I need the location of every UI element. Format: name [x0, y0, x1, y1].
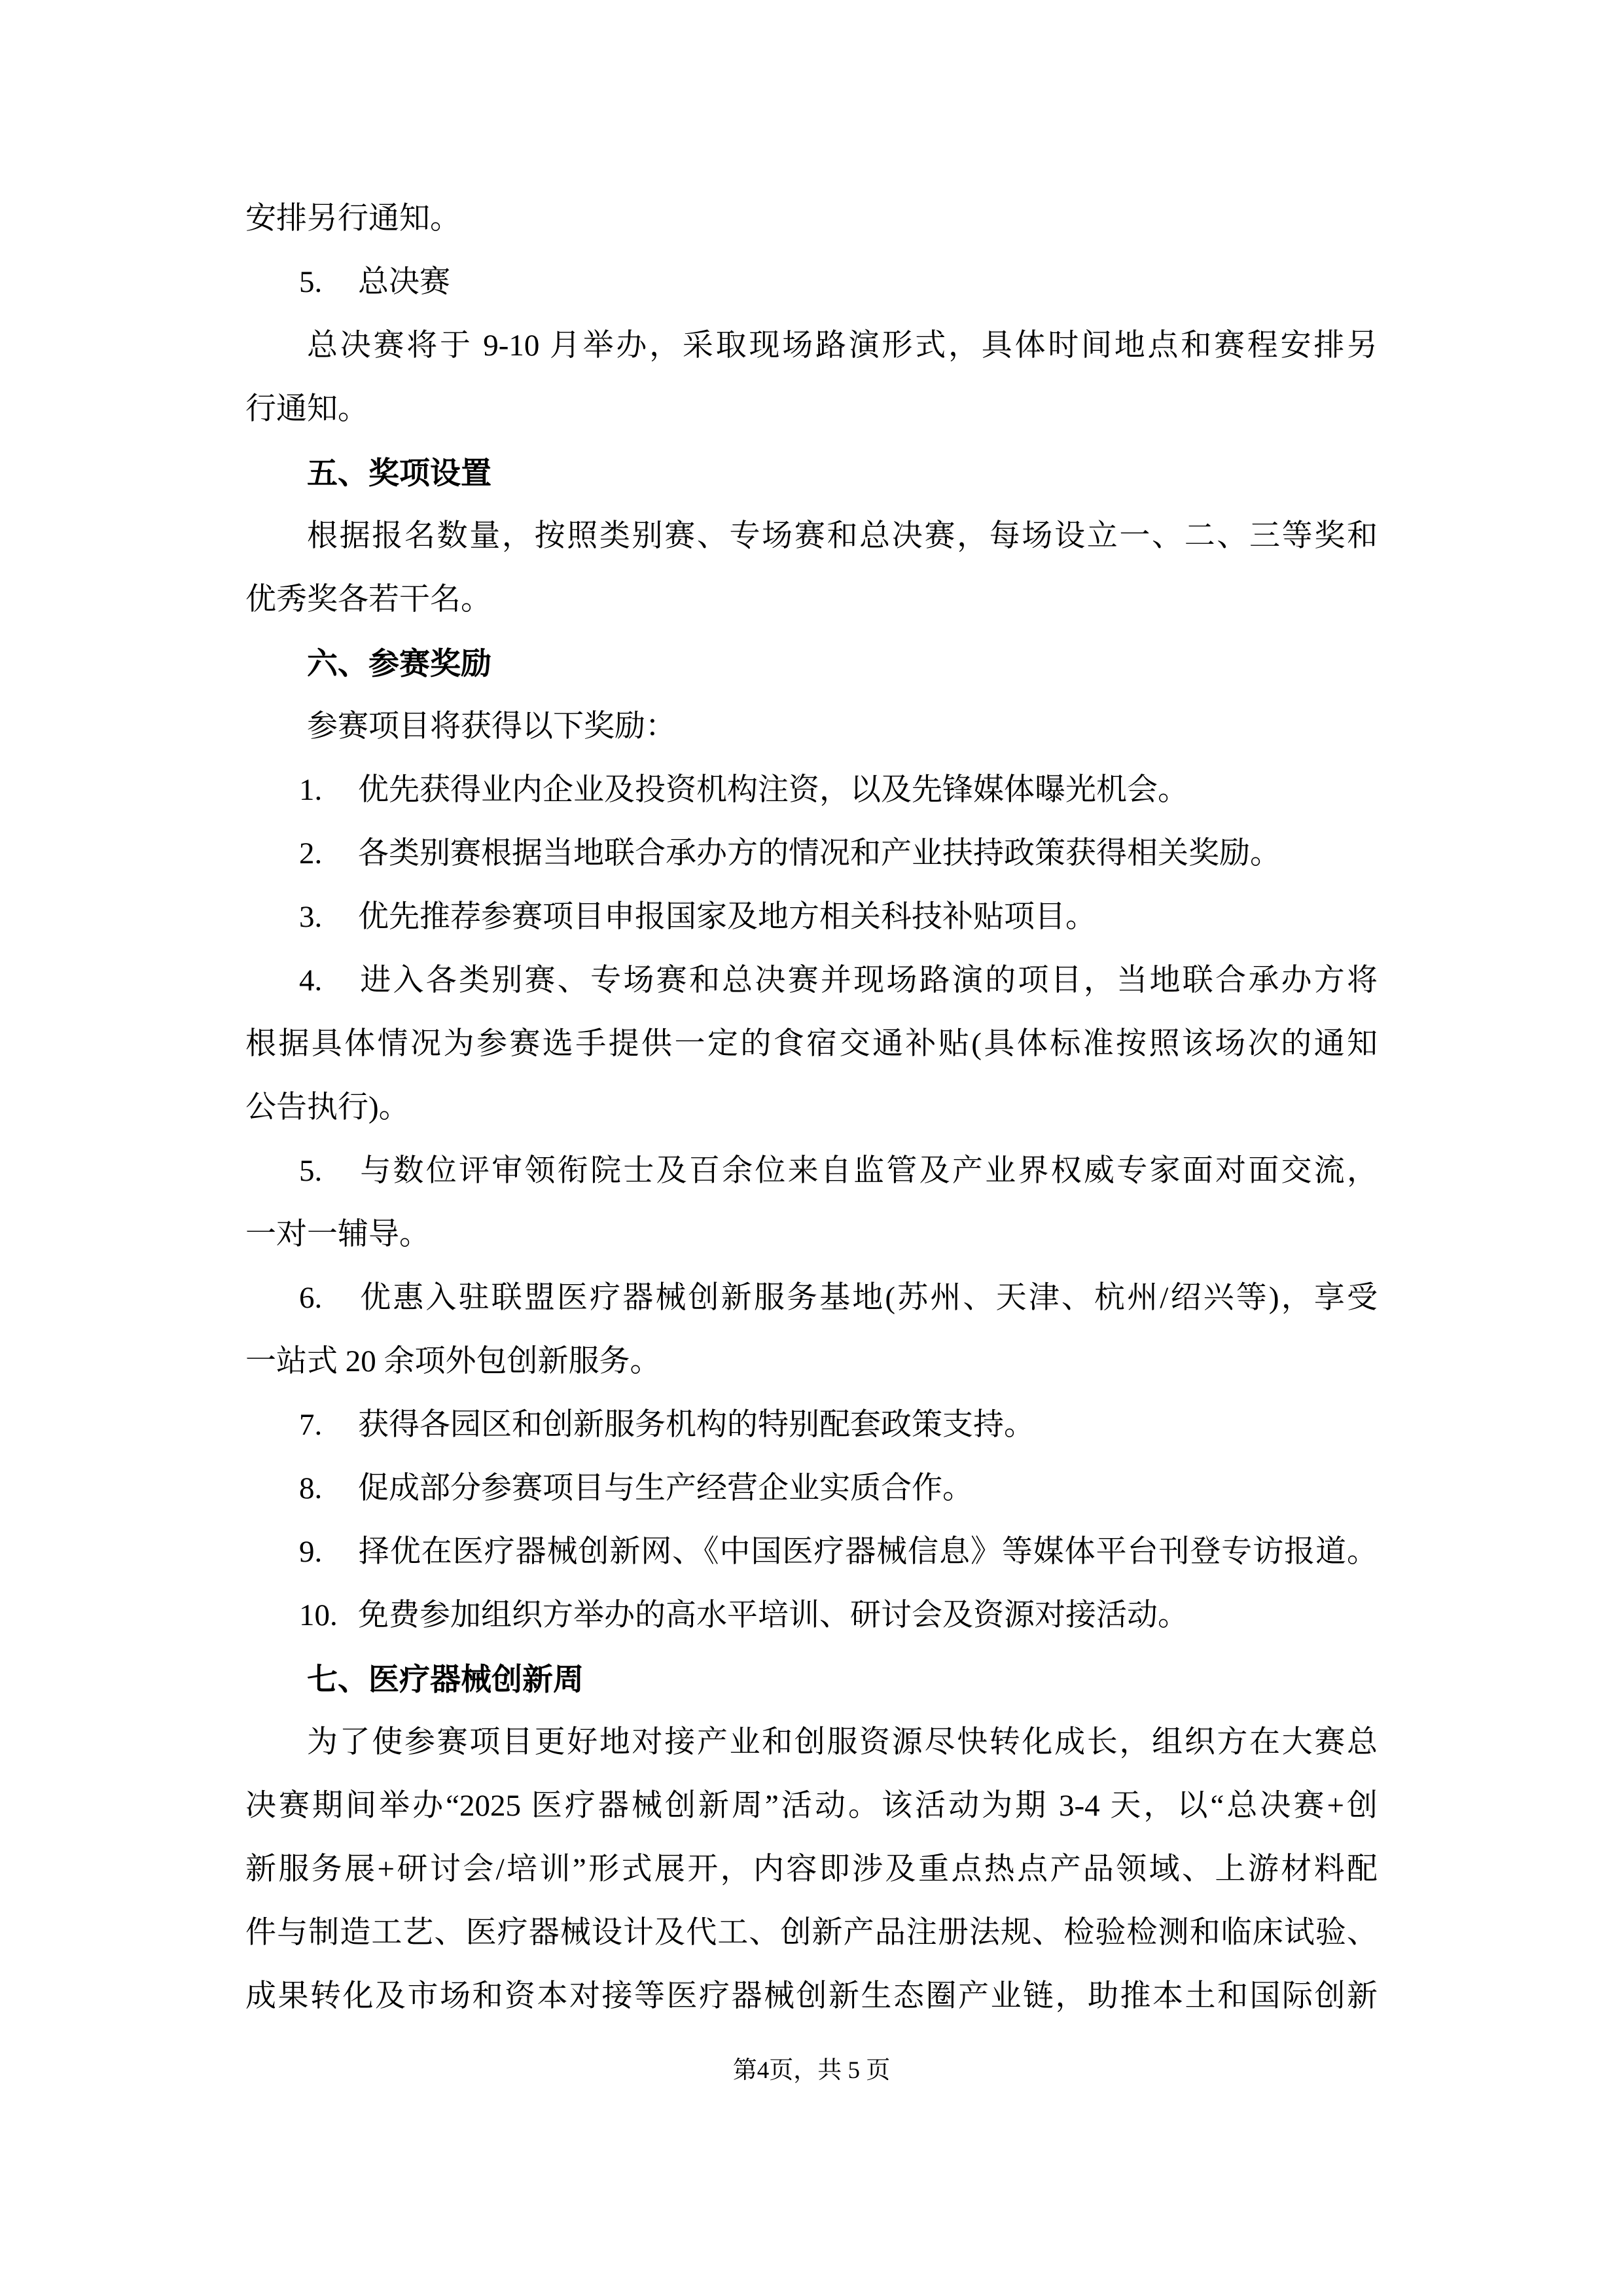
- list-number: 5.: [299, 1154, 323, 1188]
- list-number: 8.: [299, 1471, 323, 1505]
- paragraph-line: 总决赛将于 9-10 月举办，采取现场路演形式，具体时间地点和赛程安排另: [307, 329, 1378, 363]
- list-item-4: [245, 949, 1378, 1013]
- page-footer: 第4页，共 5 页: [732, 2057, 891, 2084]
- paragraph-line: 为了使参赛项目更好地对接产业和创服资源尽快转化成长，组织方在大赛总: [307, 1725, 1378, 1759]
- list-number: 7.: [299, 1408, 323, 1442]
- paragraph-line: 参赛项目将获得以下奖励：: [307, 709, 676, 744]
- list-item-5: [245, 1139, 1378, 1203]
- paragraph-line: 根据具体情况为参赛选手提供一定的食宿交通补贴(具体标准按照该场次的通知: [245, 1027, 1378, 1061]
- list-number: 10.: [299, 1598, 338, 1632]
- paragraph-line: 一站式 20 余项外包创新服务。: [245, 1344, 661, 1378]
- list-item-1: [245, 759, 1378, 822]
- paragraph-line: 根据报名数量，按照类别赛、专场赛和总决赛，每场设立一、二、三等奖和: [307, 519, 1378, 553]
- list-text: 与数位评审领衔院士及百余位来自监管及产业界权威专家面对面交流，: [358, 1154, 1378, 1188]
- section-heading-rewards: 六、参赛奖励: [307, 646, 491, 681]
- paragraph-line: 件与制造工艺、医疗器械设计及代工、创新产品注册法规、检验检测和临床试验、: [245, 1916, 1378, 1950]
- list-text: 促成部分参赛项目与生产经营企业实质合作。: [358, 1471, 973, 1505]
- section-heading-innovation-week: 七、医疗器械创新周: [307, 1662, 584, 1696]
- paragraph-line: 决赛期间举办“2025 医疗器械创新周”活动。该活动为期 3-4 天，以“总决赛+创: [245, 1789, 1378, 1823]
- list-number: 5.: [299, 265, 323, 299]
- text-line: 安排另行通知。: [245, 202, 461, 236]
- list-text: 获得各园区和创新服务机构的特别配套政策支持。: [358, 1408, 1035, 1442]
- list-item-9: [245, 1520, 1378, 1584]
- list-item-4-5: [245, 251, 1378, 314]
- list-item-3: [245, 886, 1378, 949]
- list-number: 1.: [299, 773, 323, 807]
- list-item-7: [245, 1393, 1378, 1457]
- list-text: 择优在医疗器械创新网、《中国医疗器械信息》等媒体平台刊登专访报道。: [358, 1535, 1378, 1569]
- list-text: 各类别赛根据当地联合承办方的情况和产业扶持政策获得相关奖励。: [358, 836, 1281, 870]
- list-item-10: [245, 1584, 1378, 1647]
- document-body: [245, 187, 1378, 2028]
- list-text: 优先获得业内企业及投资机构注资，以及先锋媒体曝光机会。: [358, 773, 1188, 807]
- list-text: 进入各类别赛、专场赛和总决赛并现场路演的项目，当地联合承办方将: [358, 963, 1378, 997]
- list-text: 总决赛: [358, 265, 450, 299]
- list-number: 3.: [299, 900, 323, 934]
- list-number: 4.: [299, 963, 323, 997]
- list-item-8: [245, 1457, 1378, 1520]
- paragraph-line: 优秀奖各若干名。: [245, 583, 491, 617]
- list-number: 6.: [299, 1281, 323, 1315]
- list-text: 优先推荐参赛项目申报国家及地方相关科技补贴项目。: [358, 900, 1096, 934]
- list-item-6: [245, 1266, 1378, 1330]
- list-item-2: [245, 822, 1378, 886]
- list-number: 9.: [299, 1535, 323, 1569]
- paragraph-line: 成果转化及市场和资本对接等医疗器械创新生态圈产业链，助推本土和国际创新: [245, 1979, 1378, 2013]
- list-text: 优惠入驻联盟医疗器械创新服务基地(苏州、天津、杭州/绍兴等)，享受: [358, 1281, 1378, 1315]
- paragraph-line: 公告执行)。: [245, 1090, 410, 1124]
- list-text: 免费参加组织方举办的高水平培训、研讨会及资源对接活动。: [358, 1598, 1188, 1632]
- list-number: 2.: [299, 836, 323, 870]
- paragraph-line: 行通知。: [245, 392, 368, 426]
- paragraph-line: 一对一辅导。: [245, 1217, 430, 1251]
- paragraph-line: 新服务展+研讨会/培训”形式展开，内容即涉及重点热点产品领域、上游材料配: [245, 1852, 1378, 1886]
- section-heading-awards: 五、奖项设置: [307, 456, 491, 490]
